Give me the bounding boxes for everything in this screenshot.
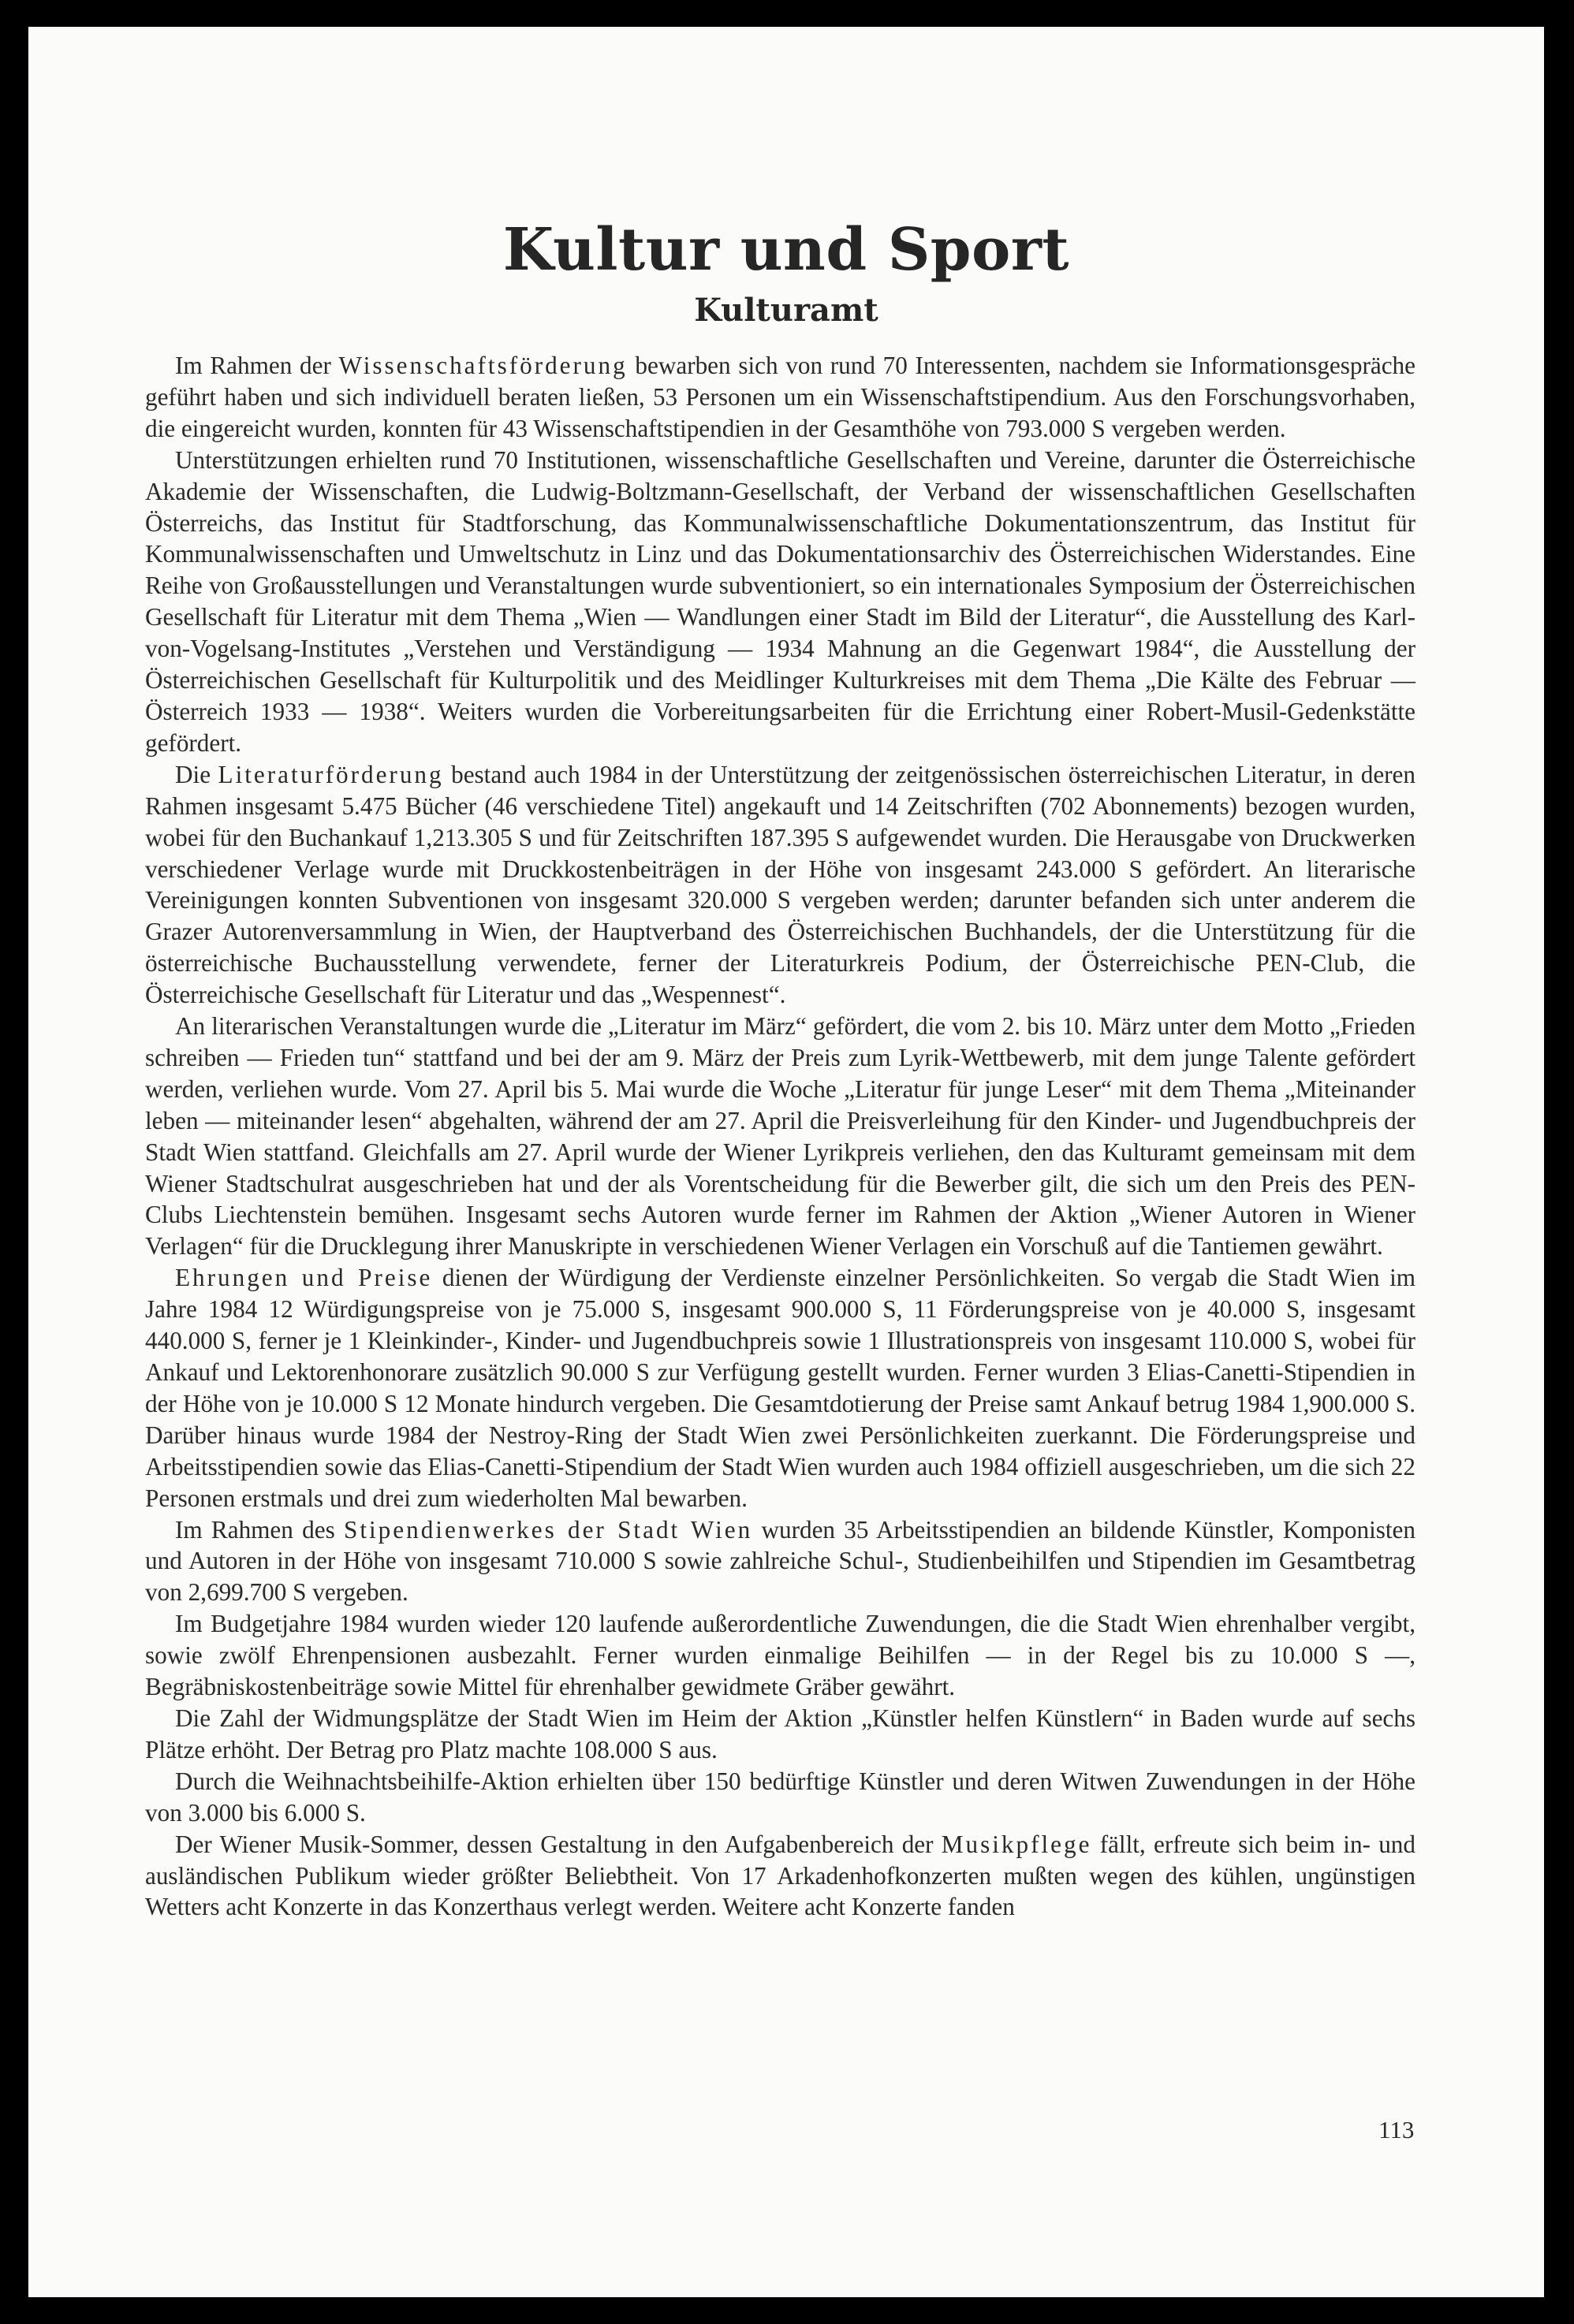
section-subtitle: Kulturamt <box>694 292 878 329</box>
spaced-term: Literaturförderung <box>218 760 444 788</box>
paragraph-literaturfoerderung: Die Literaturförderung bestand auch 1984 in der Unterstützung der zeitgenössischen österreichischen Literatur, in deren Rahmen insgesamt 5.475 Bücher (46 verschiedene Titel) angekauft und 14 Zeitschriften (702 Abonnements) bezogen wurden, wobei für den Buchankauf 1,213.305 S und für Zeitschriften 187.395 S aufgewendet wurden. Die Herausgabe von Druckwerken verschiedener Verlage wurde mit Druckkostenbeiträgen in der Höhe von insgesamt 243.000 S gefördert. An literarische Vereinigungen konnten Subventionen von insgesamt 320.000 S vergeben werden; darunter befanden sich unter anderem die Grazer Autorenversammlung in Wien, der Hauptverband des Österreichischen Buchhandels, der die Unterstützung für die österreichische Buchausstellung verwendete, ferner der Literaturkreis Podium, der Österreichische PEN-Club, die Österreichische Gesellschaft für Literatur und das „Wespennest“. <box>145 760 1415 1009</box>
page-number: 113 <box>1378 2116 1415 2143</box>
paragraph-unterstuetzungen: Unterstützungen erhielten rund 70 Institutionen, wissenschaftliche Gesellschaften und Vereine, darunter die Österreichische Akademie der Wissenschaften, die Ludwig-Boltzmann-Gesellschaft, der Verband der wissenschaftlichen Gesellschaften Österreichs, das Institut für Stadtforschung, das Kommunalwissenschaftliche Dokumentationszentrum, das Institut für Kommunalwissenschaften und Umweltschutz in Linz und das Dokumentationsarchiv des Österreichischen Widerstandes. Eine Reihe von Großausstellungen und Veranstaltungen wurde subventioniert, so ein internationales Symposium der Österreichischen Gesellschaft für Literatur mit dem Thema „Wien — Wandlungen einer Stadt im Bild der Literatur“, die Ausstellung des Karl-von-Vogelsang-Institutes „Verstehen und Verständigung — 1934 Mahnung an die Gegenwart 1984“, die Ausstellung der Österreichischen Gesellschaft für Kulturpolitik und des Meidlinger Kulturkreises mit dem Thema „Die Kälte des Februar — Österreich 1933 — 1938“. Weiters wurden die Vorbereitungsarbeiten für die Errichtung einer Robert-Musil-Gedenkstätte gefördert. <box>145 445 1415 757</box>
paragraph-budgetjahr: Im Budgetjahre 1984 wurden wieder 120 laufende außerordentliche Zuwendungen, die die Stadt Wien ehrenhalber vergibt, sowie zwölf Ehrenpensionen ausbezahlt. Ferner wurden einmalige Beihilfen — in der Regel bis zu 10.000 S —, Begräbniskostenbeiträge sowie Mittel für ehrenhalber gewidmete Gräber gewährt. <box>145 1610 1415 1701</box>
paragraph-ehrungen-und-preise: Ehrungen und Preise dienen der Würdigung der Verdienste einzelner Persönlichkeiten. So vergab die Stadt Wien im Jahre 1984 12 Würdigungspreise von je 75.000 S, insgesamt 900.000 S, 11 Förderungspreise von je 40.000 S, insgesamt 440.000 S, ferner je 1 Kleinkinder-, Kinder- und Jugendbuchpreis sowie 1 Illustrationspreis von insgesamt 110.000 S, wobei für Ankauf und Lektorenhonorare zusätzlich 90.000 S zur Verfügung gestellt wurden. Ferner wurden 3 Elias-Canetti-Stipendien in der Höhe von je 10.000 S 12 Monate hindurch vergeben. Die Gesamtdotierung der Preise samt Ankauf betrug 1984 1,900.000 S. Darüber hinaus wurde 1984 der Nestroy-Ring der Stadt Wien zwei Persönlichkeiten zuerkannt. Die Förderungspreise und Arbeitsstipendien sowie das Elias-Canetti-Stipendium der Stadt Wien wurden auch 1984 offiziell ausgeschrieben, um die sich 22 Personen erstmals und drei zum wiederholten Mal bewarben. <box>145 1264 1415 1512</box>
paragraph-wissenschaftsfoerderung: Im Rahmen der Wissenschaftsförderung bewarben sich von rund 70 Interessenten, nachdem sie Informationsgespräche geführt haben und sich individuell beraten ließen, 53 Personen um ein Wissenschaftstipendium. Aus den Forschungsvorhaben, die eingereicht wurden, konnten für 43 Wissenschaftstipendien in der Gesamthöhe von 793.000 S vergeben werden. <box>145 352 1415 442</box>
body-text <box>145 350 1415 1923</box>
paragraph-weihnachtsbeihilfe: Durch die Weihnachtsbeihilfe-Aktion erhielten über 150 bedürftige Künstler und deren Witwen Zuwendungen in der Höhe von 3.000 bis 6.000 S. <box>145 1767 1415 1827</box>
spaced-term: Stipendienwerkes der Stadt Wien <box>343 1515 753 1544</box>
paragraph-musikpflege: Der Wiener Musik-Sommer, dessen Gestaltung in den Aufgabenbereich der Musikpflege fällt, erfreute sich beim in- und ausländischen Publikum wieder größter Beliebtheit. Von 17 Arkadenhofkonzerten mußten wegen des kühlen, ungünstigen Wetters acht Konzerte in das Konzerthaus verlegt werden. Weitere acht Konzerte fanden <box>145 1830 1415 1921</box>
paragraph-stipendienwerk: Im Rahmen des Stipendienwerkes der Stadt Wien wurden 35 Arbeitsstipendien an bildende Künstler, Komponisten und Autoren in der Höhe von insgesamt 710.000 S sowie zahlreiche Schul-, Studienbeihilfen und Stipendien im Gesamtbetrag von 2,699.700 S vergeben. <box>145 1515 1415 1607</box>
spaced-term: Musikpflege <box>941 1830 1092 1858</box>
paragraph-widmungsplaetze: Die Zahl der Widmungsplätze der Stadt Wien im Heim der Aktion „Künstler helfen Künstlern“ in Baden wurde auf sechs Plätze erhöht. Der Betrag pro Platz machte 108.000 S aus. <box>145 1704 1415 1763</box>
spaced-term: Ehrungen und Preise <box>175 1264 433 1292</box>
spaced-term: Wissenschaftsförderung <box>338 352 628 379</box>
page-title: Kultur und Sport <box>502 216 1070 284</box>
document-page <box>28 27 1544 2297</box>
paragraph-veranstaltungen: An literarischen Veranstaltungen wurde die „Literatur im März“ gefördert, die vom 2. bis 10. März unter dem Motto „Frieden schreiben — Frieden tun“ stattfand und bei der am 9. März der Preis zum Lyrik-Wettbewerb, mit dem junge Talente gefördert werden, verliehen wurde. Vom 27. April bis 5. Mai wurde die Woche „Literatur für junge Leser“ mit dem Thema „Miteinander leben — miteinander lesen“ abgehalten, während der am 27. April die Preisverleihung für den Kinder- und Jugendbuchpreis der Stadt Wien stattfand. Gleichfalls am 27. April wurde der Wiener Lyrikpreis verliehen, den das Kulturamt gemeinsam mit dem Wiener Stadtschulrat ausgeschrieben hat und der als Vorentscheidung für die Bewerber gilt, die sich um den Preis des PEN-Clubs Liechtenstein bemühen. Insgesamt sechs Autoren wurde ferner im Rahmen der Aktion „Wiener Autoren in Wiener Verlagen“ für die Drucklegung ihrer Manuskripte in verschiedenen Wiener Verlagen ein Vorschuß auf die Tantiemen gewährt. <box>145 1012 1415 1261</box>
